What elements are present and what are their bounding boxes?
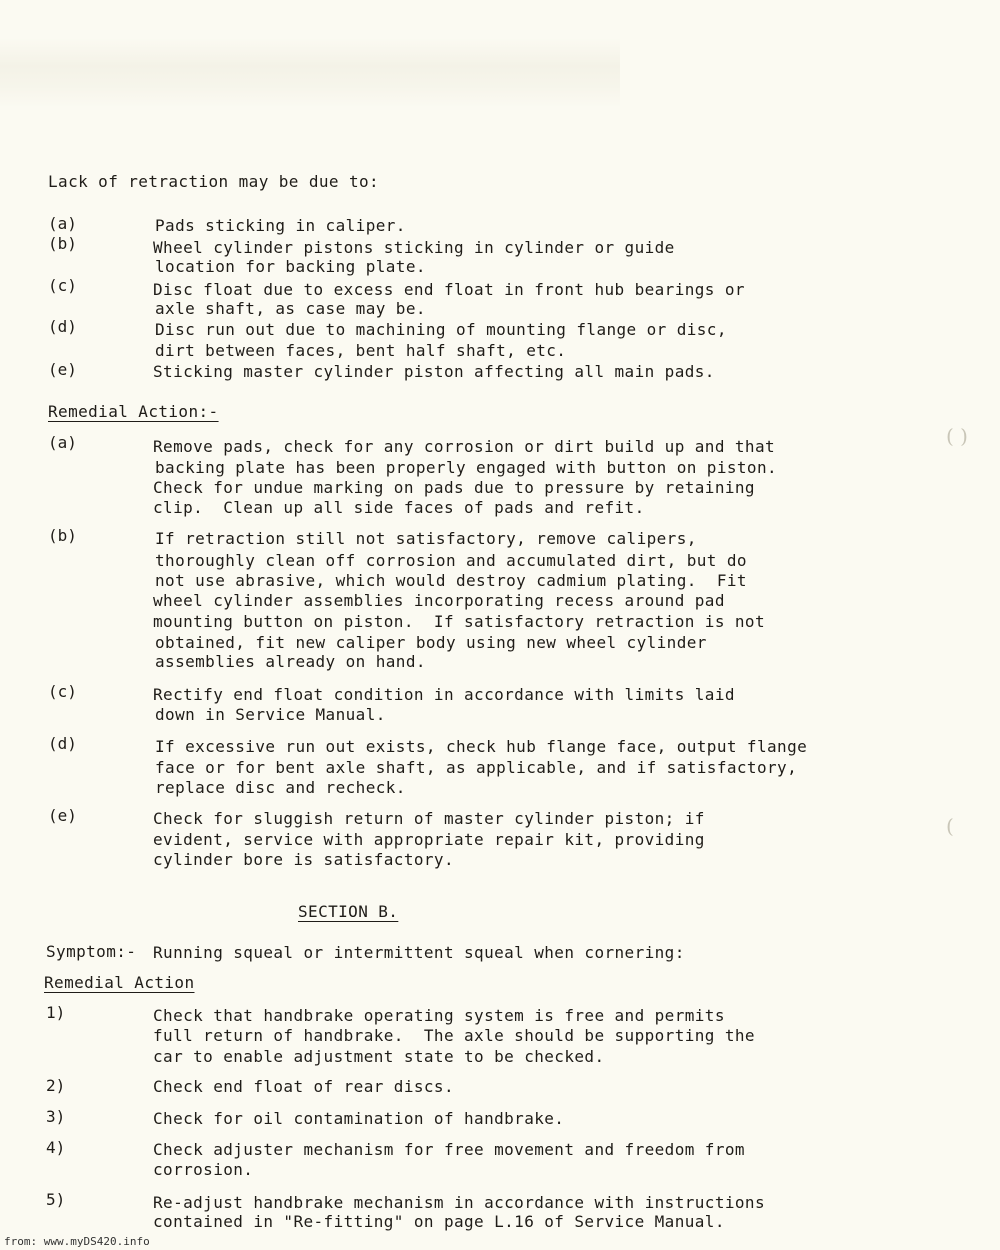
remedy-line: obtained, fit new caliper body using new wheel cylinder [155,633,707,652]
remedial-heading: Remedial Action:- [48,402,219,421]
step-line: full return of handbrake. The axle should be supporting the [153,1026,755,1045]
remedy-label: (e) [48,806,77,825]
cause-label: (d) [48,317,77,336]
source-footer: from: www.myDS420.info [4,1235,150,1248]
remedy-line: Check for sluggish return of master cylinder piston; if [153,809,705,828]
cause-line: Sticking master cylinder piston affecting all main pads. [153,362,715,381]
remedy-line: If retraction still not satisfactory, remove calipers, [155,529,697,548]
remedy-label: (d) [48,734,77,753]
remedy-label: (c) [48,682,77,701]
symptom-text: Running squeal or intermittent squeal when cornering: [153,943,685,962]
remedy-line: mounting button on piston. If satisfactory retraction is not [153,612,766,631]
remedy-label: (b) [48,526,77,545]
margin-mark: ( [946,814,954,838]
remedy-line: face or for bent axle shaft, as applicable, and if satisfactory, [155,758,798,777]
remedy-line: thoroughly clean off corrosion and accumulated dirt, but do [155,551,747,570]
step-line: Check for oil contamination of handbrake. [153,1109,565,1128]
section-title: SECTION B. [298,902,399,921]
remedy-line: not use abrasive, which would destroy cadmium plating. Fit [155,571,747,590]
step-line: car to enable adjustment state to be checked. [153,1047,605,1066]
remedy-line: wheel cylinder assemblies incorporating recess around pad [153,591,725,610]
step-line: Check end float of rear discs. [153,1077,454,1096]
cause-label: (b) [48,234,77,253]
cause-line: Pads sticking in caliper. [155,216,406,235]
symptom-label: Symptom:- [46,942,137,961]
step-line: corrosion. [153,1160,254,1179]
scan-smudge [0,38,620,108]
step-label: 1) [46,1003,66,1022]
remedy-line: assemblies already on hand. [155,652,426,671]
step-line: Check that handbrake operating system is free and permits [153,1006,725,1025]
margin-mark: ( ) [946,424,968,448]
step-label: 2) [46,1076,66,1095]
remedy-label: (a) [48,433,77,452]
remedy-line: evident, service with appropriate repair kit, providing [153,830,705,849]
step-line: Check adjuster mechanism for free movement and freedom from [153,1140,745,1159]
cause-line: Wheel cylinder pistons sticking in cylinder or guide [153,238,675,257]
remedy-line: cylinder bore is satisfactory. [153,850,454,869]
cause-label: (e) [48,360,77,379]
cause-line: Disc run out due to machining of mounting flange or disc, [155,320,727,339]
step-label: 4) [46,1138,66,1157]
cause-line: Disc float due to excess end float in front hub bearings or [153,280,745,299]
step-label: 3) [46,1107,66,1126]
remedy-line: backing plate has been properly engaged with button on piston. [155,458,778,477]
cause-line: axle shaft, as case may be. [155,299,426,318]
cause-line: location for backing plate. [155,257,426,276]
cause-label: (c) [48,276,77,295]
step-label: 5) [46,1190,66,1209]
remedy-line: clip. Clean up all side faces of pads and refit. [153,498,645,517]
remedy-line: Rectify end float condition in accordance with limits laid [153,685,735,704]
step-line: Re-adjust handbrake mechanism in accordance with instructions [153,1193,766,1212]
remedy-line: Remove pads, check for any corrosion or dirt build up and that [153,437,776,456]
remedy-line: replace disc and recheck. [155,778,406,797]
intro-text: Lack of retraction may be due to: [48,172,380,191]
remedial-heading-b: Remedial Action [44,973,195,992]
cause-label: (a) [48,214,77,233]
remedy-line: If excessive run out exists, check hub flange face, output flange [155,737,808,756]
step-line: contained in "Re-fitting" on page L.16 of Service Manual. [153,1212,725,1231]
remedy-line: down in Service Manual. [155,705,386,724]
cause-line: dirt between faces, bent half shaft, etc. [155,341,567,360]
remedy-line: Check for undue marking on pads due to pressure by retaining [153,478,755,497]
